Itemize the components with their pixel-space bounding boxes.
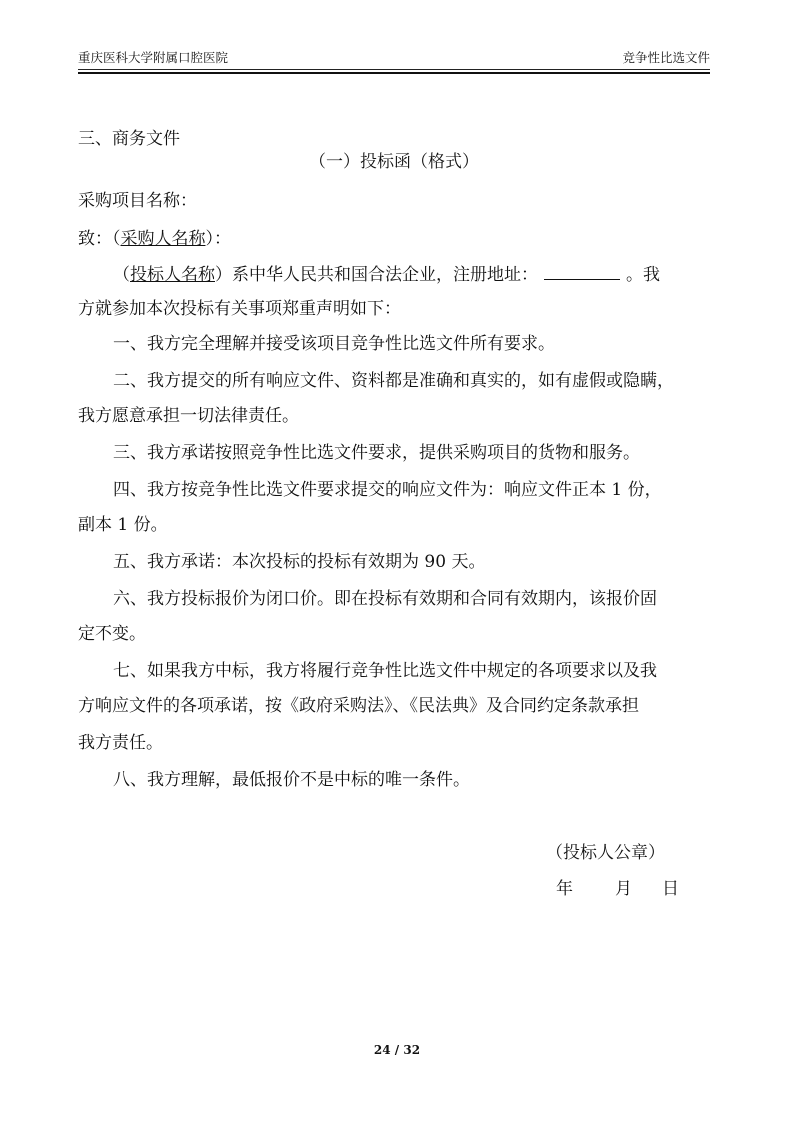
page-header: [78, 50, 710, 66]
address-blank-line: [544, 264, 620, 280]
intro-open-paren: （: [113, 265, 130, 285]
project-name-label: 采购项目名称：: [78, 191, 197, 211]
intro-text-before-blank: ）系中华人民共和国合法企业，注册地址：: [215, 265, 538, 285]
header-rule-thick: [78, 72, 710, 74]
clause-7-line-3: 我方责任。: [78, 733, 163, 753]
clause-6-line-1: 六、我方投标报价为闭口价。即在投标有效期和合同有效期内，该报价固: [113, 589, 657, 609]
clause-2-line-1: 二、我方提交的所有响应文件、资料都是准确和真实的，如有虚假或隐瞒，: [113, 371, 674, 391]
section-title: 三、商务文件: [78, 129, 180, 149]
clause-4-line-2: 副本 1 份。: [78, 515, 168, 535]
clause-3: 三、我方承诺按照竞争性比选文件要求，提供采购项目的货物和服务。: [113, 443, 640, 463]
header-hospital-name: 重庆医科大学附属口腔医院: [78, 50, 229, 65]
bidder-name-placeholder: 投标人名称: [130, 265, 215, 285]
date-month: 月: [615, 879, 632, 899]
intro-text-after-blank: 。我: [626, 265, 660, 285]
header-rule-thin: [78, 69, 710, 70]
intro-line-2: 方就参加本次投标有关事项郑重声明如下：: [78, 299, 401, 319]
addressee-line: [78, 229, 710, 249]
document-title: （一）投标函（格式）: [309, 152, 479, 172]
page-number: 24 / 32: [373, 1043, 421, 1057]
addressee-prefix: 致：（: [78, 229, 121, 249]
date-day: 日: [662, 879, 679, 899]
bidder-seal-label: （投标人公章）: [546, 843, 665, 863]
date-line: [556, 879, 696, 899]
clause-1: 一、我方完全理解并接受该项目竞争性比选文件所有要求。: [113, 334, 555, 354]
header-document-type: 竞争性比选文件: [622, 50, 710, 65]
addressee-suffix: ）：: [205, 229, 231, 249]
intro-line-1: [113, 264, 710, 285]
clause-7-line-2: 方响应文件的各项承诺，按《政府采购法》、《民法典》及合同约定条款承担: [78, 696, 639, 716]
purchaser-name-placeholder: 采购人名称: [120, 229, 206, 249]
clause-5: 五、我方承诺：本次投标的投标有效期为 90 天。: [113, 552, 486, 572]
clause-8: 八、我方理解，最低报价不是中标的唯一条件。: [113, 770, 470, 790]
date-year: 年: [556, 879, 573, 899]
clause-2-line-2: 我方愿意承担一切法律责任。: [78, 406, 299, 426]
clause-4-line-1: 四、我方按竞争性比选文件要求提交的响应文件为：响应文件正本 1 份，: [113, 480, 662, 500]
clause-6-line-2: 定不变。: [78, 624, 146, 644]
clause-7-line-1: 七、如果我方中标，我方将履行竞争性比选文件中规定的各项要求以及我: [113, 661, 657, 681]
